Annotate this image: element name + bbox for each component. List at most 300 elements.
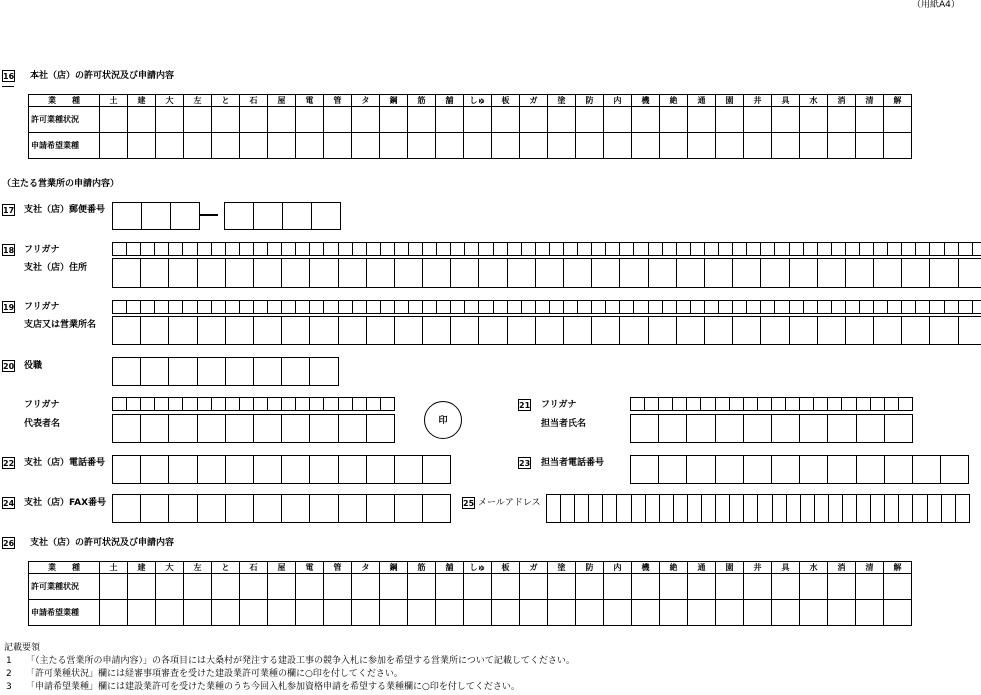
trade-checkbox-cell[interactable] — [352, 600, 380, 626]
character-box[interactable] — [422, 316, 451, 345]
character-box[interactable] — [789, 258, 818, 288]
character-box[interactable] — [602, 494, 617, 523]
character-box[interactable] — [211, 397, 226, 411]
trade-checkbox-cell[interactable] — [128, 133, 156, 159]
character-box[interactable] — [591, 258, 620, 288]
character-box[interactable] — [380, 300, 395, 314]
trade-checkbox-cell[interactable] — [408, 107, 436, 133]
character-box[interactable] — [563, 258, 592, 288]
character-box[interactable] — [605, 242, 620, 256]
character-box[interactable] — [859, 300, 874, 314]
character-box[interactable] — [859, 242, 874, 256]
contact-furigana-boxes[interactable] — [630, 397, 913, 411]
trade-checkbox-cell[interactable] — [492, 600, 520, 626]
character-box[interactable] — [715, 494, 730, 523]
trade-checkbox-cell[interactable] — [436, 574, 464, 600]
character-box[interactable] — [253, 316, 282, 345]
character-box[interactable] — [662, 242, 677, 256]
character-box[interactable] — [535, 242, 550, 256]
character-box[interactable] — [856, 397, 871, 411]
character-box[interactable] — [535, 258, 564, 288]
trade-checkbox-cell[interactable] — [324, 107, 352, 133]
character-box[interactable] — [944, 242, 959, 256]
character-box[interactable] — [774, 300, 789, 314]
trade-checkbox-cell[interactable] — [576, 600, 604, 626]
character-box[interactable] — [112, 202, 142, 230]
trade-checkbox-cell[interactable] — [184, 107, 212, 133]
character-box[interactable] — [521, 300, 536, 314]
character-box[interactable] — [338, 455, 367, 484]
character-box[interactable] — [729, 397, 744, 411]
trade-checkbox-cell[interactable] — [100, 600, 128, 626]
trade-checkbox-cell[interactable] — [520, 574, 548, 600]
character-box[interactable] — [478, 300, 493, 314]
character-box[interactable] — [701, 494, 716, 523]
character-box[interactable] — [631, 494, 646, 523]
trade-checkbox-cell[interactable] — [688, 600, 716, 626]
character-box[interactable] — [732, 242, 747, 256]
character-box[interactable] — [771, 397, 786, 411]
address-boxes[interactable] — [112, 258, 981, 288]
character-box[interactable] — [464, 242, 479, 256]
character-box[interactable] — [366, 494, 395, 523]
character-box[interactable] — [972, 300, 981, 314]
character-box[interactable] — [338, 494, 367, 523]
character-box[interactable] — [799, 455, 828, 484]
trade-checkbox-cell[interactable] — [212, 574, 240, 600]
character-box[interactable] — [771, 414, 800, 443]
character-box[interactable] — [827, 414, 856, 443]
character-box[interactable] — [225, 258, 254, 288]
branch-furigana-boxes[interactable] — [112, 300, 981, 314]
character-box[interactable] — [686, 455, 715, 484]
character-box[interactable] — [535, 316, 564, 345]
character-box[interactable] — [394, 455, 423, 484]
character-box[interactable] — [929, 258, 958, 288]
character-box[interactable] — [168, 316, 197, 345]
character-box[interactable] — [616, 494, 631, 523]
character-box[interactable] — [168, 494, 197, 523]
character-box[interactable] — [927, 494, 942, 523]
character-box[interactable] — [873, 316, 902, 345]
character-box[interactable] — [605, 300, 620, 314]
trade-checkbox-cell[interactable] — [856, 600, 884, 626]
character-box[interactable] — [842, 494, 857, 523]
character-box[interactable] — [676, 316, 705, 345]
character-box[interactable] — [450, 316, 479, 345]
trade-checkbox-cell[interactable] — [464, 107, 492, 133]
character-box[interactable] — [972, 242, 981, 256]
character-box[interactable] — [281, 414, 310, 443]
trade-checkbox-cell[interactable] — [296, 133, 324, 159]
trade-checkbox-cell[interactable] — [800, 107, 828, 133]
trade-checkbox-cell[interactable] — [688, 574, 716, 600]
character-box[interactable] — [182, 300, 197, 314]
trade-checkbox-cell[interactable] — [156, 600, 184, 626]
trade-checkbox-cell[interactable] — [296, 600, 324, 626]
character-box[interactable] — [955, 494, 970, 523]
character-box[interactable] — [422, 455, 451, 484]
trade-checkbox-cell[interactable] — [380, 600, 408, 626]
character-box[interactable] — [211, 300, 226, 314]
character-box[interactable] — [140, 397, 155, 411]
character-box[interactable] — [253, 414, 282, 443]
character-box[interactable] — [182, 397, 197, 411]
character-box[interactable] — [672, 397, 687, 411]
trade-checkbox-cell[interactable] — [436, 107, 464, 133]
character-box[interactable] — [309, 316, 338, 345]
character-box[interactable] — [958, 316, 981, 345]
trade-checkbox-cell[interactable] — [296, 107, 324, 133]
character-box[interactable] — [309, 414, 338, 443]
trade-checkbox-cell[interactable] — [772, 600, 800, 626]
trade-checkbox-cell[interactable] — [520, 107, 548, 133]
character-box[interactable] — [887, 300, 902, 314]
character-box[interactable] — [912, 455, 941, 484]
character-box[interactable] — [648, 300, 663, 314]
character-box[interactable] — [676, 258, 705, 288]
character-box[interactable] — [422, 494, 451, 523]
character-box[interactable] — [225, 357, 254, 386]
trade-checkbox-cell[interactable] — [660, 107, 688, 133]
character-box[interactable] — [282, 202, 312, 230]
trade-checkbox-cell[interactable] — [576, 574, 604, 600]
rep-name-boxes[interactable] — [112, 414, 395, 443]
trade-checkbox-cell[interactable] — [240, 133, 268, 159]
character-box[interactable] — [560, 494, 575, 523]
trade-checkbox-cell[interactable] — [492, 133, 520, 159]
trade-checkbox-cell[interactable] — [324, 133, 352, 159]
character-box[interactable] — [873, 242, 888, 256]
character-box[interactable] — [295, 242, 310, 256]
email-boxes[interactable] — [546, 494, 970, 523]
character-box[interactable] — [338, 300, 353, 314]
trade-checkbox-cell[interactable] — [716, 133, 744, 159]
character-box[interactable] — [718, 242, 733, 256]
character-box[interactable] — [817, 258, 846, 288]
branch-name-boxes[interactable] — [112, 316, 981, 345]
character-box[interactable] — [799, 397, 814, 411]
character-box[interactable] — [281, 300, 296, 314]
character-box[interactable] — [281, 258, 310, 288]
character-box[interactable] — [112, 242, 127, 256]
trade-checkbox-cell[interactable] — [520, 600, 548, 626]
character-box[interactable] — [648, 242, 663, 256]
character-box[interactable] — [884, 494, 899, 523]
character-box[interactable] — [633, 242, 648, 256]
trade-checkbox-cell[interactable] — [632, 574, 660, 600]
character-box[interactable] — [408, 242, 423, 256]
character-box[interactable] — [478, 316, 507, 345]
trade-checkbox-cell[interactable] — [380, 107, 408, 133]
character-box[interactable] — [225, 397, 240, 411]
character-box[interactable] — [929, 300, 944, 314]
character-box[interactable] — [366, 397, 381, 411]
character-box[interactable] — [588, 494, 603, 523]
character-box[interactable] — [574, 494, 589, 523]
character-box[interactable] — [394, 494, 423, 523]
character-box[interactable] — [803, 300, 818, 314]
character-box[interactable] — [729, 494, 744, 523]
trade-checkbox-cell[interactable] — [548, 600, 576, 626]
trade-checkbox-cell[interactable] — [828, 574, 856, 600]
character-box[interactable] — [856, 494, 871, 523]
character-box[interactable] — [644, 397, 659, 411]
branch-fax-boxes[interactable] — [112, 494, 451, 523]
character-box[interactable] — [352, 242, 367, 256]
character-box[interactable] — [197, 455, 226, 484]
character-box[interactable] — [366, 455, 395, 484]
trade-checkbox-cell[interactable] — [716, 574, 744, 600]
trade-checkbox-cell[interactable] — [212, 600, 240, 626]
trade-checkbox-cell[interactable] — [268, 107, 296, 133]
character-box[interactable] — [799, 414, 828, 443]
character-box[interactable] — [422, 300, 437, 314]
character-box[interactable] — [154, 397, 169, 411]
character-box[interactable] — [704, 258, 733, 288]
character-box[interactable] — [154, 300, 169, 314]
trade-checkbox-cell[interactable] — [716, 600, 744, 626]
character-box[interactable] — [112, 316, 141, 345]
trade-checkbox-cell[interactable] — [828, 133, 856, 159]
character-box[interactable] — [338, 397, 353, 411]
trade-checkbox-cell[interactable] — [296, 574, 324, 600]
character-box[interactable] — [901, 258, 930, 288]
trade-checkbox-cell[interactable] — [492, 574, 520, 600]
character-box[interactable] — [140, 258, 169, 288]
character-box[interactable] — [676, 300, 691, 314]
character-box[interactable] — [168, 258, 197, 288]
character-box[interactable] — [658, 397, 673, 411]
character-box[interactable] — [323, 397, 338, 411]
trade-checkbox-cell[interactable] — [660, 600, 688, 626]
trade-checkbox-cell[interactable] — [772, 133, 800, 159]
character-box[interactable] — [549, 242, 564, 256]
character-box[interactable] — [633, 300, 648, 314]
trade-checkbox-cell[interactable] — [240, 574, 268, 600]
trade-checkbox-cell[interactable] — [492, 107, 520, 133]
character-box[interactable] — [813, 397, 828, 411]
character-box[interactable] — [493, 300, 508, 314]
character-box[interactable] — [140, 414, 169, 443]
trade-checkbox-cell[interactable] — [464, 600, 492, 626]
trade-checkbox-cell[interactable] — [716, 107, 744, 133]
character-box[interactable] — [591, 300, 606, 314]
character-box[interactable] — [253, 202, 283, 230]
character-box[interactable] — [658, 414, 687, 443]
character-box[interactable] — [154, 242, 169, 256]
postal-code-second-part[interactable] — [224, 202, 341, 230]
character-box[interactable] — [168, 397, 183, 411]
character-box[interactable] — [338, 242, 353, 256]
character-box[interactable] — [507, 316, 536, 345]
trade-checkbox-cell[interactable] — [352, 574, 380, 600]
trade-checkbox-cell[interactable] — [604, 107, 632, 133]
trade-checkbox-cell[interactable] — [772, 107, 800, 133]
character-box[interactable] — [901, 316, 930, 345]
character-box[interactable] — [715, 414, 744, 443]
character-box[interactable] — [831, 242, 846, 256]
trade-checkbox-cell[interactable] — [268, 133, 296, 159]
character-box[interactable] — [814, 494, 829, 523]
trade-checkbox-cell[interactable] — [408, 574, 436, 600]
character-box[interactable] — [380, 397, 395, 411]
character-box[interactable] — [168, 242, 183, 256]
trade-checkbox-cell[interactable] — [856, 107, 884, 133]
character-box[interactable] — [253, 300, 268, 314]
trade-checkbox-cell[interactable] — [884, 574, 912, 600]
character-box[interactable] — [746, 242, 761, 256]
character-box[interactable] — [225, 494, 254, 523]
character-box[interactable] — [648, 258, 677, 288]
character-box[interactable] — [870, 397, 885, 411]
character-box[interactable] — [394, 242, 409, 256]
character-box[interactable] — [309, 258, 338, 288]
character-box[interactable] — [197, 316, 226, 345]
character-box[interactable] — [140, 494, 169, 523]
character-box[interactable] — [253, 494, 282, 523]
character-box[interactable] — [929, 242, 944, 256]
character-box[interactable] — [789, 316, 818, 345]
trade-checkbox-cell[interactable] — [268, 600, 296, 626]
character-box[interactable] — [686, 414, 715, 443]
character-box[interactable] — [817, 242, 832, 256]
character-box[interactable] — [828, 494, 843, 523]
character-box[interactable] — [901, 300, 916, 314]
trade-checkbox-cell[interactable] — [660, 574, 688, 600]
trade-checkbox-cell[interactable] — [156, 133, 184, 159]
character-box[interactable] — [112, 300, 127, 314]
character-box[interactable] — [577, 242, 592, 256]
character-box[interactable] — [211, 242, 226, 256]
character-box[interactable] — [700, 397, 715, 411]
trade-checkbox-cell[interactable] — [884, 133, 912, 159]
character-box[interactable] — [645, 494, 660, 523]
character-box[interactable] — [309, 494, 338, 523]
trade-checkbox-cell[interactable] — [548, 107, 576, 133]
character-box[interactable] — [281, 316, 310, 345]
character-box[interactable] — [760, 316, 789, 345]
trade-checkbox-cell[interactable] — [128, 574, 156, 600]
character-box[interactable] — [856, 414, 885, 443]
character-box[interactable] — [422, 258, 451, 288]
character-box[interactable] — [253, 357, 282, 386]
character-box[interactable] — [140, 316, 169, 345]
character-box[interactable] — [958, 258, 981, 288]
character-box[interactable] — [112, 494, 141, 523]
contact-phone-boxes[interactable] — [630, 455, 969, 484]
character-box[interactable] — [225, 455, 254, 484]
character-box[interactable] — [757, 494, 772, 523]
character-box[interactable] — [366, 300, 381, 314]
character-box[interactable] — [239, 300, 254, 314]
character-box[interactable] — [817, 316, 846, 345]
trade-checkbox-cell[interactable] — [856, 133, 884, 159]
character-box[interactable] — [140, 455, 169, 484]
character-box[interactable] — [394, 300, 409, 314]
character-box[interactable] — [281, 494, 310, 523]
character-box[interactable] — [743, 455, 772, 484]
character-box[interactable] — [507, 258, 536, 288]
character-box[interactable] — [563, 242, 578, 256]
character-box[interactable] — [450, 258, 479, 288]
character-box[interactable] — [126, 397, 141, 411]
character-box[interactable] — [197, 414, 226, 443]
character-box[interactable] — [827, 455, 856, 484]
character-box[interactable] — [464, 300, 479, 314]
character-box[interactable] — [112, 258, 141, 288]
character-box[interactable] — [563, 316, 592, 345]
character-box[interactable] — [803, 242, 818, 256]
character-box[interactable] — [619, 300, 634, 314]
character-box[interactable] — [732, 300, 747, 314]
character-box[interactable] — [197, 258, 226, 288]
character-box[interactable] — [800, 494, 815, 523]
character-box[interactable] — [676, 242, 691, 256]
character-box[interactable] — [493, 242, 508, 256]
trade-checkbox-cell[interactable] — [828, 107, 856, 133]
character-box[interactable] — [126, 300, 141, 314]
trade-checkbox-cell[interactable] — [604, 133, 632, 159]
character-box[interactable] — [591, 242, 606, 256]
character-box[interactable] — [845, 316, 874, 345]
position-boxes[interactable] — [112, 357, 339, 386]
character-box[interactable] — [112, 357, 141, 386]
trade-checkbox-cell[interactable] — [184, 133, 212, 159]
character-box[interactable] — [478, 258, 507, 288]
trade-checkbox-cell[interactable] — [100, 133, 128, 159]
character-box[interactable] — [958, 300, 973, 314]
trade-checkbox-cell[interactable] — [436, 133, 464, 159]
trade-checkbox-cell[interactable] — [324, 574, 352, 600]
character-box[interactable] — [168, 414, 197, 443]
trade-checkbox-cell[interactable] — [268, 574, 296, 600]
trade-checkbox-cell[interactable] — [688, 133, 716, 159]
branch-phone-boxes[interactable] — [112, 455, 451, 484]
character-box[interactable] — [338, 316, 367, 345]
character-box[interactable] — [450, 300, 465, 314]
character-box[interactable] — [112, 455, 141, 484]
character-box[interactable] — [743, 397, 758, 411]
character-box[interactable] — [225, 316, 254, 345]
character-box[interactable] — [563, 300, 578, 314]
trade-checkbox-cell[interactable] — [128, 107, 156, 133]
trade-checkbox-cell[interactable] — [744, 107, 772, 133]
character-box[interactable] — [915, 242, 930, 256]
character-box[interactable] — [309, 242, 324, 256]
character-box[interactable] — [366, 414, 395, 443]
character-box[interactable] — [197, 357, 226, 386]
trade-checkbox-cell[interactable] — [128, 600, 156, 626]
trade-checkbox-cell[interactable] — [240, 107, 268, 133]
character-box[interactable] — [619, 242, 634, 256]
trade-checkbox-cell[interactable] — [632, 107, 660, 133]
character-box[interactable] — [771, 455, 800, 484]
character-box[interactable] — [873, 258, 902, 288]
character-box[interactable] — [224, 202, 254, 230]
character-box[interactable] — [352, 397, 367, 411]
trade-checkbox-cell[interactable] — [212, 107, 240, 133]
trade-checkbox-cell[interactable] — [884, 107, 912, 133]
character-box[interactable] — [845, 300, 860, 314]
character-box[interactable] — [323, 242, 338, 256]
character-box[interactable] — [140, 300, 155, 314]
character-box[interactable] — [827, 397, 842, 411]
trade-checkbox-cell[interactable] — [604, 574, 632, 600]
character-box[interactable] — [225, 242, 240, 256]
character-box[interactable] — [549, 300, 564, 314]
character-box[interactable] — [591, 316, 620, 345]
